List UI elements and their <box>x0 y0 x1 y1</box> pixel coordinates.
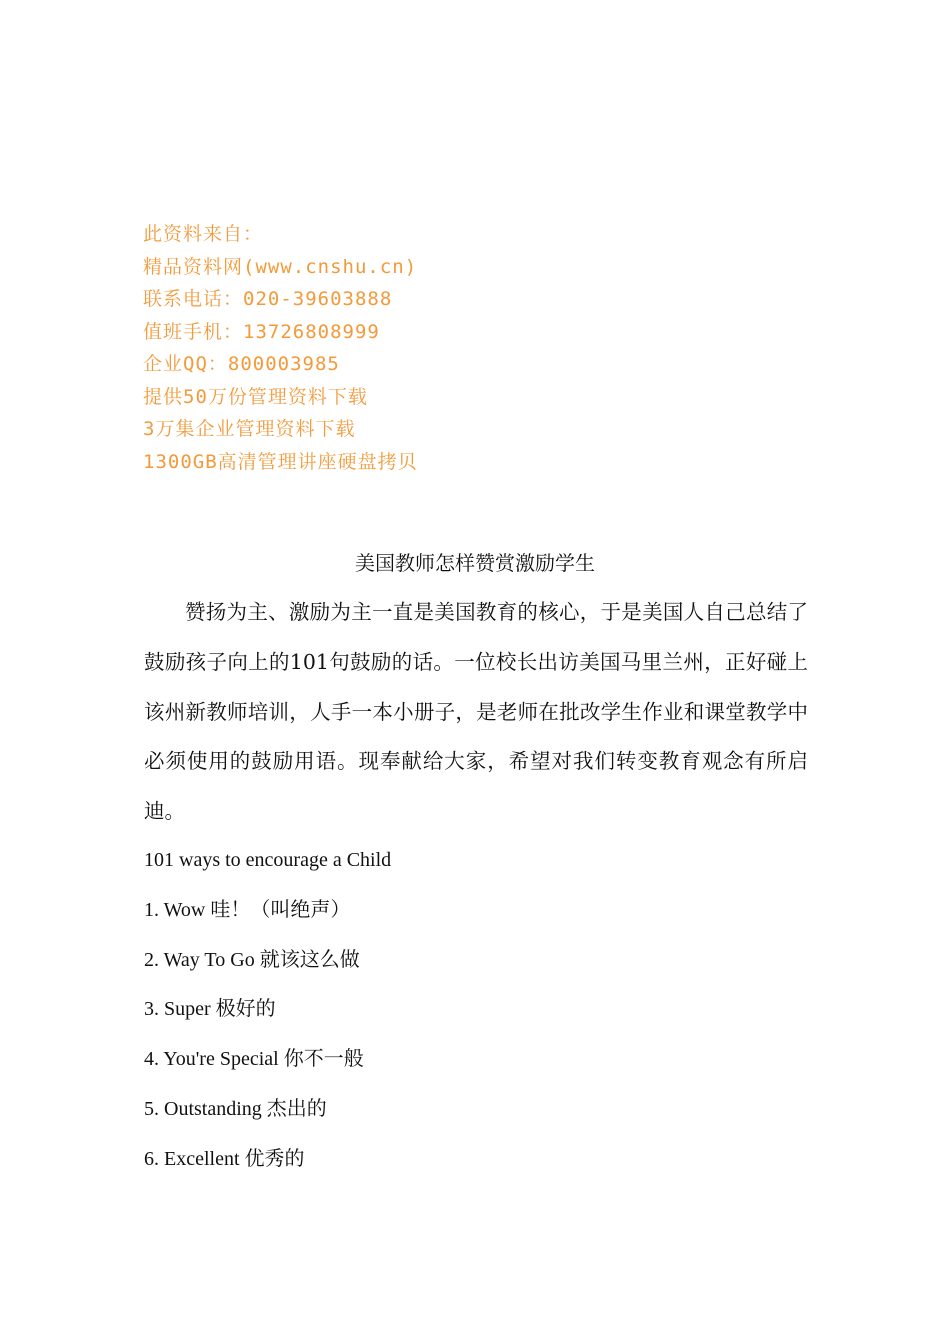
encouragement-list <box>144 836 808 1185</box>
list-item: 3. Super 极好的 <box>144 998 276 1021</box>
source-offer-line: 提供50万份管理资料下载 <box>143 385 368 408</box>
source-qq-line: 企业QQ：800003985 <box>143 353 340 375</box>
source-mobile-line: 值班手机：13726808999 <box>143 320 380 343</box>
source-notice <box>143 218 743 478</box>
source-notice-line: 此资料来自： <box>143 223 264 245</box>
list-item: 6. Excellent 优秀的 <box>144 1147 305 1170</box>
source-offer-line: 3万集企业管理资料下载 <box>143 418 356 440</box>
list-item: 1. Wow 哇！（叫绝声） <box>144 898 351 921</box>
list-heading: 101 ways to encourage a Child <box>144 849 392 871</box>
source-phone-line: 联系电话：020-39603888 <box>143 288 393 310</box>
document-title: 美国教师怎样赞赏激励学生 <box>355 551 595 575</box>
intro-paragraph: 赞扬为主、激励为主一直是美国教育的核心，于是美国人自己总结了鼓励孩子向上的101句鼓励的话。一位校长出访美国马里兰州，正好碰上该州新教师培训，人手一本小册子，是老师在批改学生作业和课堂教学中必须使用的鼓励用语。现奉献给大家，希望对我们转变教育观念有所启迪。 <box>144 600 808 824</box>
list-item: 2. Way To Go 就该这么做 <box>144 948 360 971</box>
list-item: 4. You're Special 你不一般 <box>144 1048 364 1071</box>
list-item: 5. Outstanding 杰出的 <box>144 1097 327 1120</box>
source-website-line: 精品资料网(www.cnshu.cn) <box>143 255 418 278</box>
source-offer-line: 1300GB高清管理讲座硬盘拷贝 <box>143 450 418 473</box>
